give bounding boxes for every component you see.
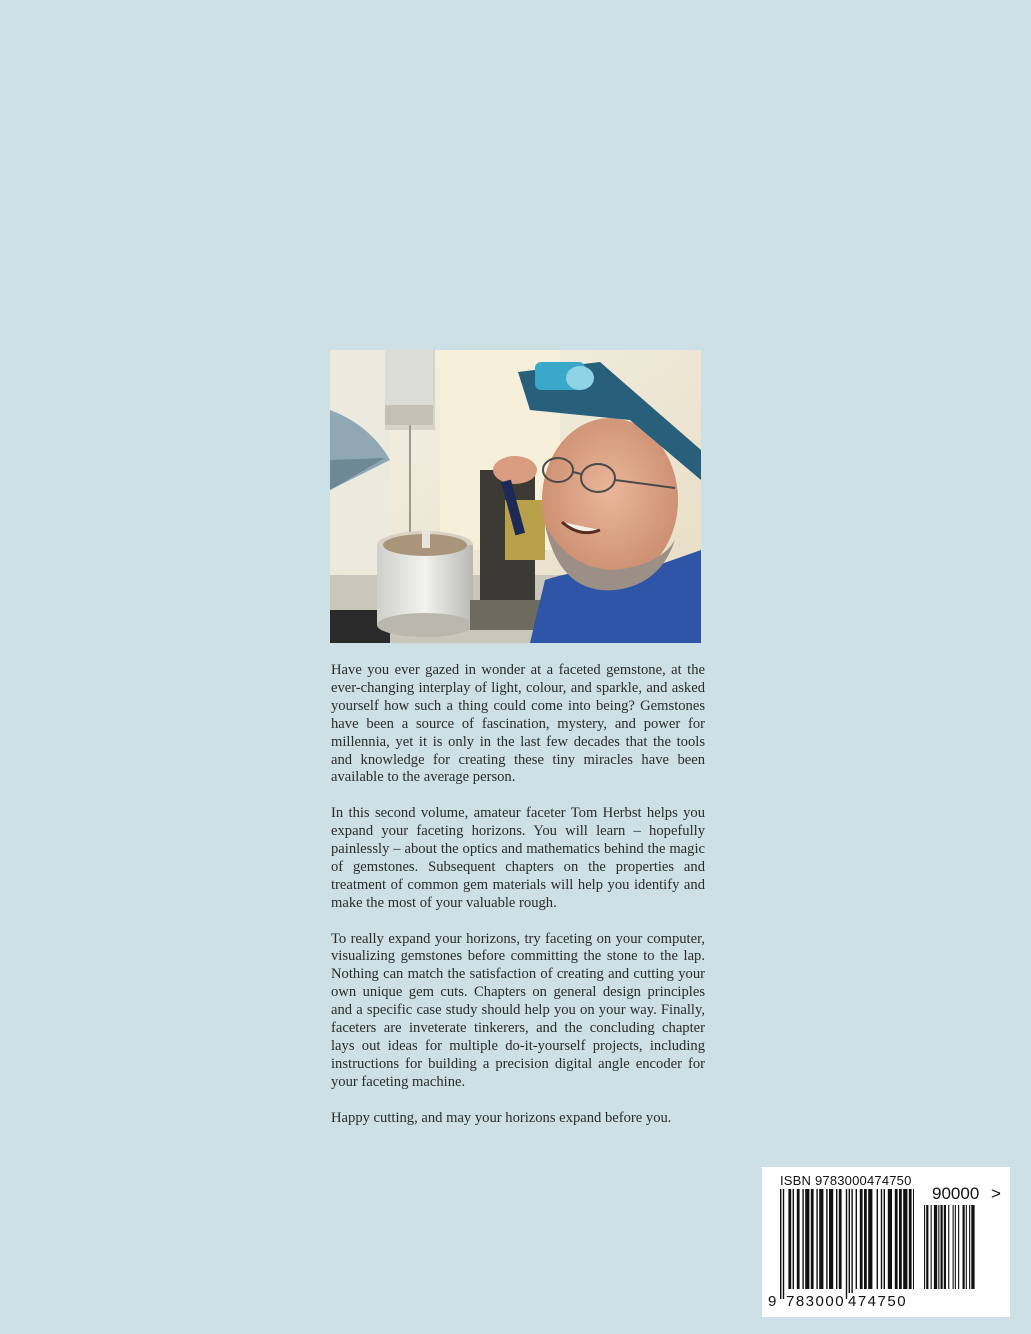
barcode-bar <box>924 1205 925 1289</box>
author-photo <box>330 350 701 643</box>
isbn-label: ISBN 9783000474750 <box>780 1173 912 1188</box>
barcode-bar <box>899 1189 902 1289</box>
barcode-bar <box>793 1189 794 1289</box>
barcode-bar <box>877 1189 878 1289</box>
barcode-bar <box>846 1189 847 1299</box>
barcode-bar <box>903 1189 907 1289</box>
barcode-bar <box>958 1205 959 1289</box>
barcode-bar <box>826 1189 827 1289</box>
blurb-paragraph: To really expand your horizons, try faceting on your computer, visualizing gemstones before committing the stone to the lap. Nothing can match the satisfaction of creating and cutting your own unique gem cuts. Chapters on general design principles and a specific case study should help you on your way. Finally, faceters are inveterate tinkerers, and the concluding chapter lays out ideas for multiple do-it-yourself projects, including instructions for building a precision digital angle encoder for your faceting machine. <box>331 930 705 1090</box>
barcode-bar <box>836 1189 837 1289</box>
barcode-bar <box>881 1189 882 1289</box>
barcode-bar <box>797 1189 800 1289</box>
barcode-bar <box>839 1189 842 1289</box>
ean13-bars <box>780 1189 914 1299</box>
barcode-bar <box>895 1189 898 1289</box>
barcode-bar <box>802 1189 803 1289</box>
barcode-bar <box>955 1205 956 1289</box>
barcode-bar <box>934 1205 937 1289</box>
price-arrow: > <box>991 1184 1001 1203</box>
barcode-bar <box>868 1189 872 1289</box>
barcode-bar <box>926 1205 928 1289</box>
barcode-bar <box>888 1189 892 1289</box>
barcode-bar <box>780 1189 781 1299</box>
barcode-bar <box>884 1189 885 1289</box>
price-addon-bars <box>924 1205 992 1299</box>
barcode-bar <box>909 1189 912 1289</box>
barcode-bar <box>788 1189 791 1289</box>
barcode-bar <box>819 1189 823 1289</box>
barcode-bar <box>805 1189 809 1289</box>
barcode-lead-digit: 9 <box>768 1293 777 1310</box>
barcode-bar <box>971 1205 974 1289</box>
barcode-bar <box>860 1189 863 1289</box>
author-photo-illustration <box>330 350 701 643</box>
barcode-bar <box>856 1189 857 1289</box>
barcode-digits-left: 783000 <box>786 1293 846 1310</box>
barcode-bar <box>938 1205 939 1289</box>
back-cover-blurb <box>331 662 705 1145</box>
barcode-bar <box>953 1205 954 1289</box>
barcode-digits-right: 474750 <box>848 1293 908 1310</box>
barcode-bar <box>963 1205 965 1289</box>
barcode-bar <box>941 1205 943 1289</box>
blurb-paragraph: Have you ever gazed in wonder at a faceted gemstone, at the ever-changing interplay of light, colour, and sparkle, and asked yourself how such a thing could come into being? Gemstones have been a source of fascination, mystery, and power for millennia, yet it is only in the last few decades that the tools and knowledge for creating these tiny miracles have been available to the average person. <box>331 662 705 786</box>
blurb-paragraph: In this second volume, amateur faceter Tom Herbst helps you expand your faceting horizons. You will learn – hopefully painlessly – about the optics and mathematics behind the magic of gemstones. Subsequent chapters on the properties and treatment of common gem materials will help you identify and make the most of your valuable rough. <box>331 805 705 911</box>
barcode-bar <box>783 1189 784 1299</box>
barcode-bar <box>966 1205 967 1289</box>
barcode-bar <box>948 1205 949 1289</box>
isbn-barcode <box>762 1167 1010 1317</box>
barcode-bar <box>851 1189 852 1299</box>
barcode-bar <box>913 1189 914 1289</box>
price-code: 90000 <box>932 1184 980 1203</box>
barcode-bar <box>829 1189 833 1289</box>
barcode-bar <box>969 1205 970 1289</box>
blurb-closing-line: Happy cutting, and may your horizons expand before you. <box>331 1109 672 1126</box>
barcode-bar <box>816 1189 817 1289</box>
barcode-bar <box>944 1205 946 1289</box>
barcode-bar <box>849 1189 850 1299</box>
barcode-bar <box>931 1205 932 1289</box>
barcode-bar <box>864 1189 867 1289</box>
barcode-bar <box>811 1189 814 1289</box>
